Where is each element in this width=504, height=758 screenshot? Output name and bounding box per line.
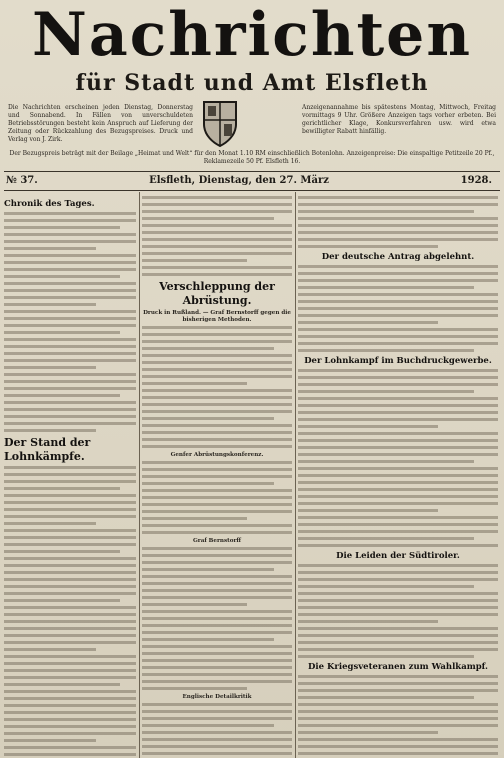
column-middle [142, 196, 292, 758]
article-body-lohnkaempfe [4, 466, 136, 758]
column-rule [295, 192, 296, 758]
article-heading-lohnkaempfe: Der Stand der Lohnkämpfe. [4, 436, 91, 463]
coat-of-arms-emblem [200, 98, 240, 148]
section-heading-konferenz: Genfer Abrüstungskonferenz. [170, 452, 264, 458]
article-heading-antrag: Der deutsche Antrag abgelehnt. [321, 252, 475, 262]
article-heading-suedtiroler: Die Leiden der Südtiroler. [336, 551, 460, 561]
article-body-kriegsveteranen [298, 675, 498, 758]
issue-date: Elsfleth, Dienstag, den 27. März [149, 175, 329, 186]
article-heading-chronik: Chronik des Tages. [4, 199, 95, 209]
article-body-buchdruck [298, 369, 498, 547]
article-body-bernstorff [142, 547, 292, 690]
article-body-abruestung [142, 326, 292, 448]
section-heading-detailkritik: Englische Detailkritik [182, 694, 252, 700]
divider-top [4, 171, 500, 172]
issue-number: № 37. [6, 175, 38, 186]
article-body-konferenz [142, 461, 292, 534]
section-heading-bernstorff: Graf Bernstorff [192, 538, 241, 544]
article-body-top [142, 196, 292, 276]
article-body-top-right [298, 196, 498, 248]
header-left-notice: Die Nachrichten erscheinen jeden Dienstag, Donnerstag und Sonnabend. In Fällen von unverschuldeten Betriebsstörungen besteht kein Anspruch auf Lieferung der Zeitung oder Rückzahlung des Bezugspreises. Druck und Verlag von J. Zirk. [8, 104, 193, 143]
dateline [4, 174, 496, 188]
article-heading-abruestung: Verschleppung der Abrüstung. [159, 280, 275, 307]
article-body-chronik [4, 212, 136, 432]
article-body-detailkritik [142, 703, 292, 758]
header-right-notice: Anzeigenannahme bis spätestens Montag, Mittwoch, Freitag vormittags 9 Uhr. Größere Anzeigen tags vorher erbeten. Bei gerichtlicher Klage, Konkursverfahren usw. wird etwa bewilligter Rabatt hinfällig. [302, 104, 496, 135]
divider-bottom [4, 190, 500, 191]
column-rule [139, 192, 140, 758]
masthead-subtitle: für Stadt und Amt Elsfleth [75, 70, 429, 96]
subscription-notice: Der Bezugspreis beträgt mit der Beilage „Heimat und Welt“ für den Monat 1.10 RM einschließlich Botenlohn. Anzeigenpreise: Die einspaltige Petitzeile 20 Pf., Reklamezeile 50 Pf. Elsfleth 16. [9, 150, 495, 165]
article-subheading-abruestung: Druck in Rußland. — Graf Bernstorff gegen die bisherigen Methoden. [143, 310, 291, 323]
column-right [298, 196, 498, 758]
masthead-title: Nachrichten [32, 0, 472, 70]
issue-year: 1928. [460, 175, 492, 186]
article-body-suedtiroler [298, 564, 498, 658]
article-heading-kriegsveteranen: Die Kriegsveteranen zum Wahlkampf. [308, 662, 488, 672]
article-body-antrag [298, 265, 498, 352]
article-heading-buchdruck: Der Lohnkampf im Buchdruckgewerbe. [304, 356, 492, 366]
column-left [4, 196, 136, 758]
